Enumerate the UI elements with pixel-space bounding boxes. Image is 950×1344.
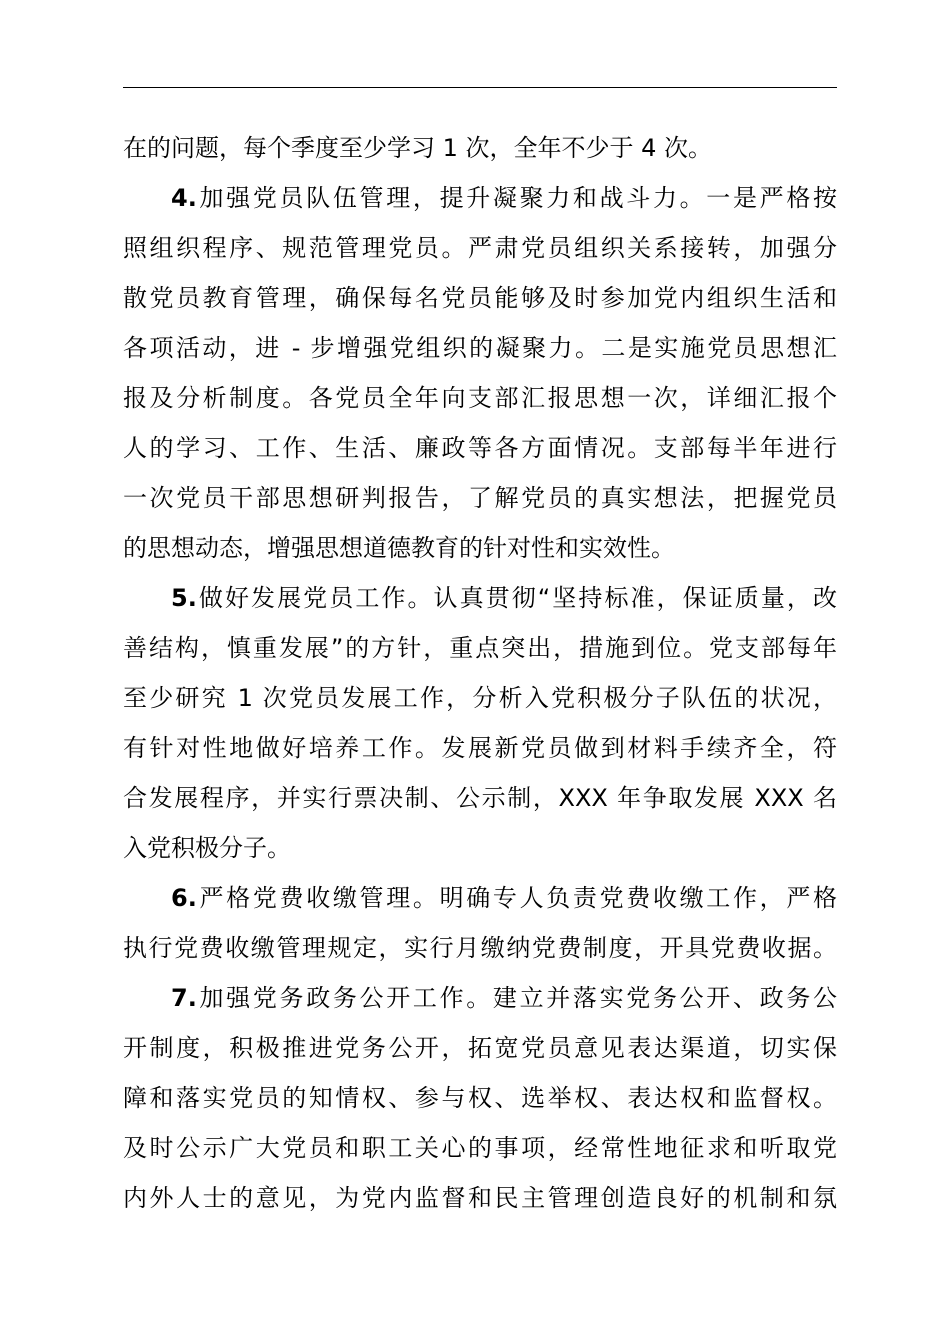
text-line <box>123 1078 837 1118</box>
line-text: 合发展程序，并实行票决制、公示制，XXX 年争取发展 XXX 名 <box>123 784 837 812</box>
text-line <box>123 1028 837 1068</box>
line-text: 人的学习、工作、生活、廉政等各方面情况。支部每半年进行 <box>123 434 837 462</box>
line-text: 执行党费收缴管理规定，实行月缴纳党费制度，开具党费收据。 <box>123 934 837 962</box>
line-text: 的思想动态，增强思想道德教育的针对性和实效性。 <box>123 534 675 562</box>
line-text: 做好发展党员工作。认真贯彻“坚持标准，保证质量，改 <box>196 584 837 612</box>
line-text: 内外人士的意见，为党内监督和民主管理创造良好的机制和氛 <box>123 1184 837 1212</box>
line-text: 入党积极分子。 <box>123 834 291 862</box>
text-line <box>123 428 837 468</box>
text-line <box>123 678 837 718</box>
line-text: 散党员教育管理，确保每名党员能够及时参加党内组织生活和 <box>123 284 837 312</box>
text-line <box>123 628 837 668</box>
line-text: 障和落实党员的知情权、参与权、选举权、表达权和监督权。 <box>123 1084 837 1112</box>
line-text: 报及分析制度。各党员全年向支部汇报思想一次，详细汇报个 <box>123 384 837 412</box>
text-line <box>171 578 837 618</box>
text-line <box>123 928 837 968</box>
item-number: 7. <box>171 984 197 1012</box>
line-text: 善结构，慎重发展”的方针，重点突出，措施到位。党支部每年 <box>123 634 837 662</box>
line-text: 至少研究 1 次党员发展工作，分析入党积极分子队伍的状况， <box>123 684 837 712</box>
line-text: 及时公示广大党员和职工关心的事项，经常性地征求和听取党 <box>123 1134 837 1162</box>
header-rule <box>123 87 837 88</box>
item-number: 6. <box>171 884 197 912</box>
text-line <box>123 378 837 418</box>
line-text: 加强党务政务公开工作。建立并落实党务公开、政务公 <box>196 984 837 1012</box>
text-line <box>123 278 837 318</box>
text-line <box>123 1178 837 1218</box>
text-line <box>123 228 837 268</box>
text-line <box>123 828 837 868</box>
text-line <box>123 328 837 368</box>
line-text: 加强党员队伍管理，提升凝聚力和战斗力。一是严格按 <box>196 184 837 212</box>
line-text: 照组织程序、规范管理党员。严肃党员组织关系接转，加强分 <box>123 234 837 262</box>
item-number: 5. <box>171 584 197 612</box>
line-text: 在的问题，每个季度至少学习 1 次，全年不少于 4 次。 <box>123 134 713 162</box>
text-line <box>171 178 837 218</box>
text-line <box>123 778 837 818</box>
line-text: 严格党费收缴管理。明确专人负责党费收缴工作，严格 <box>196 884 837 912</box>
item-number: 4. <box>171 184 197 212</box>
text-line <box>171 978 837 1018</box>
text-line <box>123 478 837 518</box>
line-text: 有针对性地做好培养工作。发展新党员做到材料手续齐全，符 <box>123 734 837 762</box>
line-text: 一次党员干部思想研判报告，了解党员的真实想法，把握党员 <box>123 484 837 512</box>
line-text: 开制度，积极推进党务公开，拓宽党员意见表达渠道，切实保 <box>123 1034 837 1062</box>
text-line <box>123 1128 837 1168</box>
line-text: 各项活动，进 - 步增强党组织的凝聚力。二是实施党员思想汇 <box>123 334 837 362</box>
text-line <box>171 878 837 918</box>
text-line <box>123 728 837 768</box>
text-line <box>123 128 837 168</box>
text-line <box>123 528 837 568</box>
